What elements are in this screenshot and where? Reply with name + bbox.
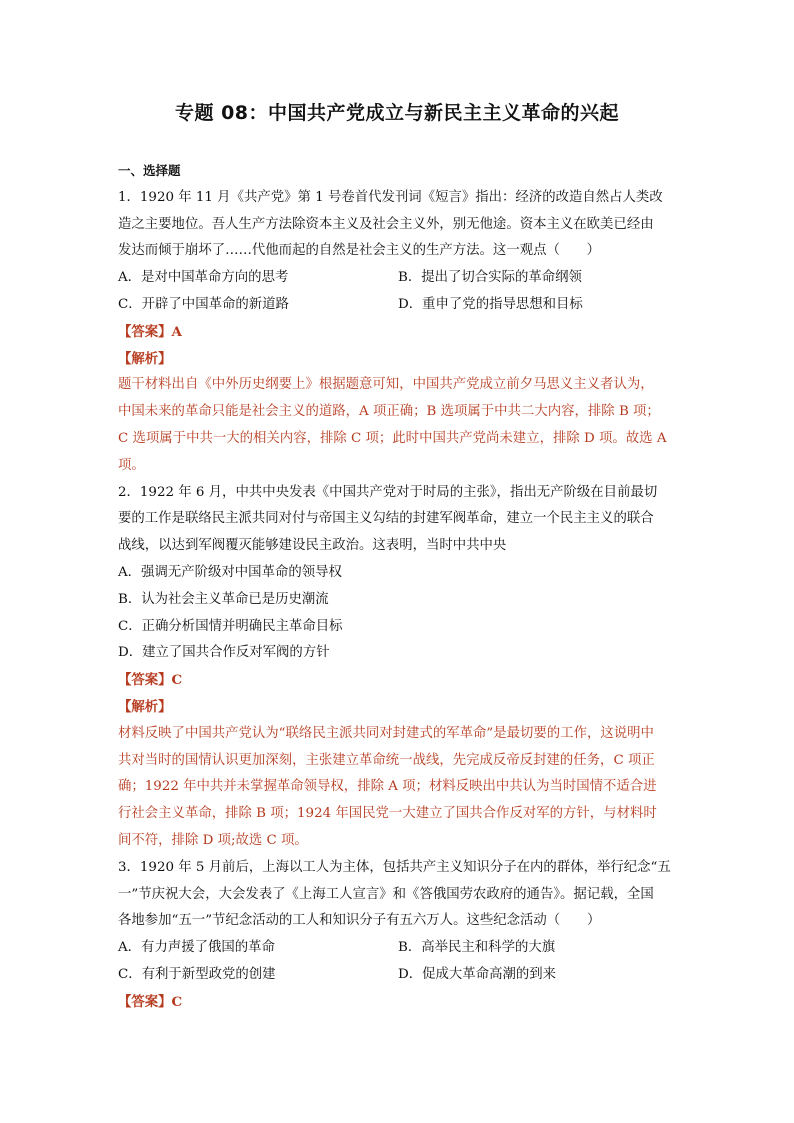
page-title: 专题 08：中国共产党成立与新民主主义革命的兴起 [174, 102, 620, 124]
options-list [118, 265, 678, 319]
analysis-line: 行社会主义革命，排除 B 项；1924 年国民党一大建立了国共合作反对军的方针，与材料时 [118, 806, 657, 822]
analysis-line: 间不符，排除 D 项;故选 C 项。 [118, 832, 308, 848]
document-body [118, 158, 678, 1016]
analysis-line: 材料反映了中国共产党认为“联络民主派共同对封建式的军革命”是最切要的工作，这说明中 [118, 725, 654, 741]
question-2 [118, 480, 678, 855]
option-a: A．有力声援了俄国的革命 [118, 940, 275, 956]
analysis-label: 【解析】 [118, 698, 172, 715]
option-c: C．有利于新型政党的创建 [118, 966, 276, 982]
question-stem-line: 3．1920 年 5 月前后，上海以工人为主体，包括共产主义知识分子在内的群体，举行纪念“五 [118, 859, 671, 875]
answer-label: 【答案】C [118, 672, 183, 689]
question-stem-line: 2．1922 年 6 月，中共中央发表《中国共产党对于时局的主张》，指出无产阶级在目前最切 [118, 484, 658, 500]
option-c: C．正确分析国情并明确民主革命目标 [118, 618, 343, 634]
question-stem-line: 造之主要地位。吾人生产方法除资本主义及社会主义外，别无他途。资本主义在欧美已经由 [118, 216, 654, 232]
analysis-line: C 选项属于中共一大的相关内容，排除 C 项；此时中国共产党尚未建立，排除 D 项。故选 A [118, 430, 667, 446]
option-d: D．重申了党的指导思想和目标 [398, 296, 583, 312]
option-d: D．促成大革命高潮的到来 [398, 966, 557, 982]
answer-label: 【答案】C [118, 993, 183, 1010]
analysis-line: 题干材料出自《中外历史纲要上》根据题意可知，中国共产党成立前夕马思义主义者认为， [118, 377, 654, 393]
option-b: B．认为社会主义革命已是历史潮流 [118, 591, 329, 607]
question-stem-line: 发达而倾于崩坏了……代他而起的自然是社会主义的生产方法。这一观点（ ） [118, 243, 601, 259]
question-3 [118, 855, 678, 1016]
analysis-line: 共对当时的国情认识更加深刻，主张建立革命统一战线，先完成反帝反封建的任务，C 项正 [118, 752, 655, 768]
option-d: D．建立了国共合作反对军阀的方针 [118, 645, 330, 661]
option-b: B．提出了切合实际的革命纲领 [398, 270, 582, 286]
question-stem-line: 1．1920 年 11 月《共产党》第 1 号卷首代发刊词《短言》指出：经济的改造自然占人类改 [118, 189, 663, 205]
option-a: A．强调无产阶级对中国革命的领导权 [118, 564, 342, 580]
analysis-line: 中国未来的革命只能是社会主义的道路，A 项正确；B 选项属于中共二大内容，排除 B 项； [118, 404, 660, 420]
option-a: A．是对中国革命方向的思考 [118, 270, 289, 286]
analysis-line: 确；1922 年中共并未掌握革命领导权，排除 A 项；材料反映出中共认为当时国情不适合进 [118, 779, 657, 795]
question-1 [118, 185, 678, 480]
analysis-line: 项。 [118, 457, 145, 473]
answer-label: 【答案】A [118, 323, 182, 340]
option-c: C．开辟了中国革命的新道路 [118, 296, 289, 312]
section-heading: 一、选择题 [118, 163, 181, 178]
question-stem-line: 一”节庆祝大会，大会发表了《上海工人宣言》和《答俄国劳农政府的通告》。据记载，全国 [118, 886, 654, 902]
option-b: B．高举民主和科学的大旗 [398, 940, 556, 956]
question-stem-line: 各地参加“五一”节纪念活动的工人和知识分子有五六万人。这些纪念活动（ ） [118, 913, 601, 929]
options-list [118, 935, 678, 989]
analysis-label: 【解析】 [118, 350, 172, 367]
question-stem-line: 要的工作是联络民主派共同对付与帝国主义勾结的封建军阀革命，建立一个民主主义的联合 [118, 511, 654, 527]
question-stem-line: 战线，以达到军阀覆灭能够建设民主政治。这表明，当时中共中央 [118, 538, 507, 554]
